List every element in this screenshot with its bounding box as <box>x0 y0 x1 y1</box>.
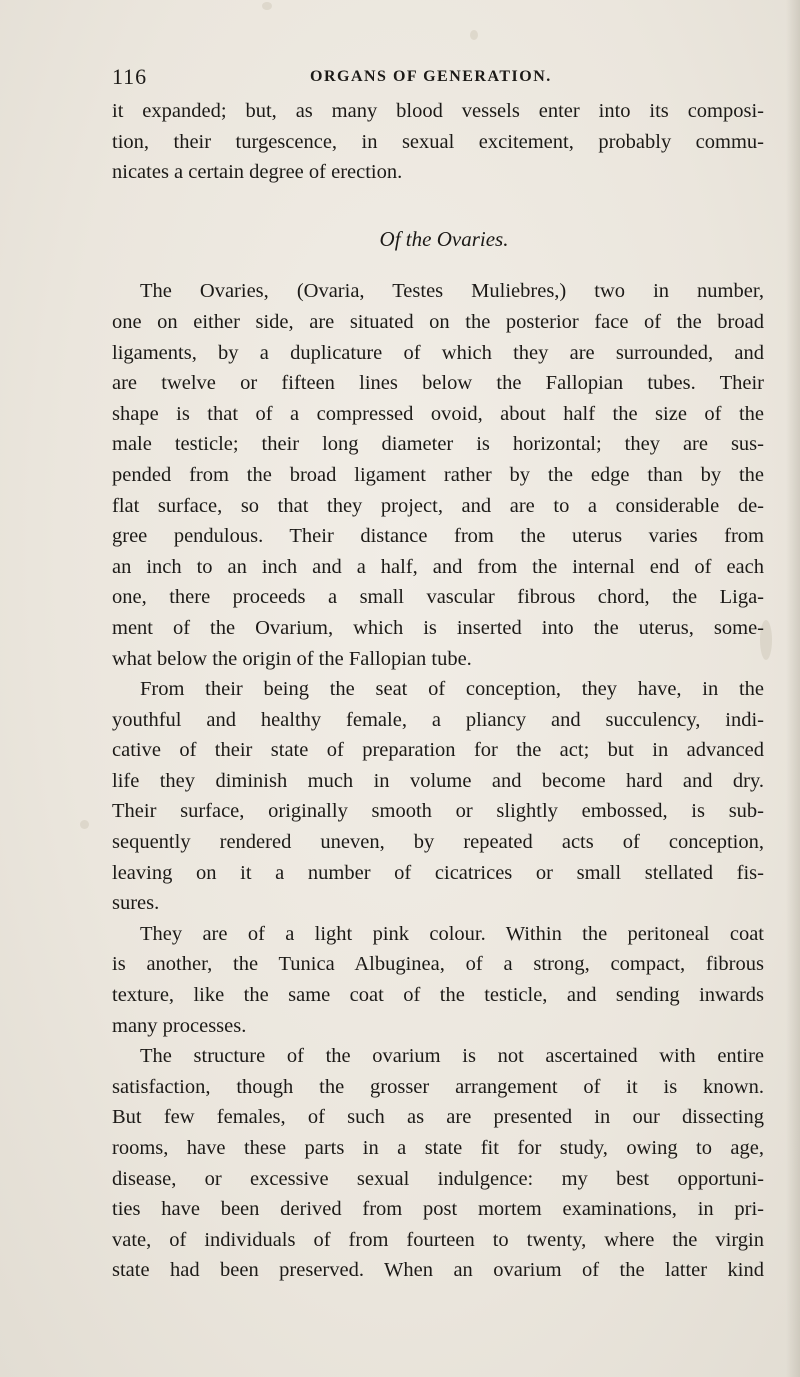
text-line: ment of the Ovarium, which is inserted into the uterus, some- <box>112 616 764 639</box>
text-line: ties have been derived from post mortem examinations, in pri- <box>112 1198 764 1221</box>
text-line: texture, like the same coat of the testicle, and sending inwards <box>112 984 764 1007</box>
text-line: sures. <box>112 892 160 915</box>
text-line: leaving on it a number of cicatrices or small stellated fis- <box>112 861 764 884</box>
text-line: youthful and healthy female, a pliancy and succulency, indi- <box>112 708 764 731</box>
body-text <box>112 96 764 1286</box>
text-line: cative of their state of preparation for the act; but in advanced <box>112 739 764 762</box>
text-line: an inch to an inch and a half, and from the internal end of each <box>112 555 764 578</box>
text-line: shape is that of a compressed ovoid, about half the size of the <box>112 402 764 425</box>
text-line: The structure of the ovarium is not ascertained with entire <box>140 1045 764 1068</box>
text-line: sequently rendered uneven, by repeated acts of conception, <box>112 831 764 854</box>
text-line: gree pendulous. Their distance from the uterus varies from <box>112 525 764 548</box>
text-line: vate, of individuals of from fourteen to twenty, where the virgin <box>112 1228 764 1251</box>
paper-stain <box>80 820 89 829</box>
text-line: is another, the Tunica Albuginea, of a strong, compact, fibrous <box>112 953 764 976</box>
running-head: ORGANS OF GENERATION. <box>310 68 552 85</box>
text-line: pended from the broad ligament rather by the edge than by the <box>112 463 764 486</box>
paper-stain <box>470 30 478 40</box>
text-line: many processes. <box>112 1014 247 1037</box>
text-line: it expanded; but, as many blood vessels enter into its composi- <box>112 100 764 122</box>
page-number: 116 <box>112 64 148 89</box>
paper-stain <box>262 2 272 10</box>
text-line: ligaments, by a duplicature of which they are surrounded, and <box>112 341 764 364</box>
text-line: are twelve or fifteen lines below the Fallopian tubes. Their <box>112 372 764 395</box>
text-line: Their surface, originally smooth or slightly embossed, is sub- <box>112 800 764 823</box>
text-line: They are of a light pink colour. Within the peritoneal coat <box>140 922 764 945</box>
text-line: The Ovaries, (Ovaria, Testes Muliebres,) two in number, <box>140 280 764 303</box>
text-line: what below the origin of the Fallopian tube. <box>112 647 472 670</box>
page-header <box>112 64 762 94</box>
section-heading: Of the Ovaries. <box>379 226 509 251</box>
text-line: state had been preserved. When an ovarium of the latter kind <box>112 1259 764 1282</box>
text-line: nicates a certain degree of erection. <box>112 161 403 184</box>
text-line: flat surface, so that they project, and are to a considerable de- <box>112 494 764 517</box>
text-line: But few females, of such as are presented in our dissecting <box>112 1106 764 1129</box>
page-edge-shadow <box>786 0 800 1377</box>
text-line: From their being the seat of conception, they have, in the <box>140 678 764 701</box>
text-line: one, there proceeds a small vascular fibrous chord, the Liga- <box>112 586 764 609</box>
text-line: male testicle; their long diameter is horizontal; they are sus- <box>112 433 764 456</box>
text-line: tion, their turgescence, in sexual excitement, probably commu- <box>112 130 764 153</box>
text-line: one on either side, are situated on the posterior face of the broad <box>112 310 764 333</box>
text-line: life they diminish much in volume and become hard and dry. <box>112 769 764 792</box>
text-line: disease, or excessive sexual indulgence: my best opportuni- <box>112 1167 764 1190</box>
text-line: rooms, have these parts in a state fit for study, owing to age, <box>112 1137 764 1159</box>
text-line: satisfaction, though the grosser arrangement of it is known. <box>112 1075 764 1098</box>
